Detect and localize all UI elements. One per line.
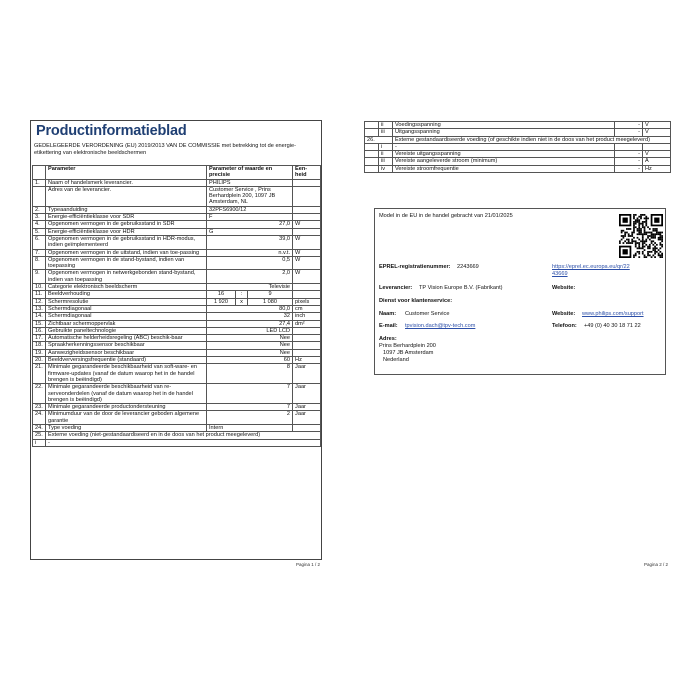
row-parameter: Energie-efficiëntieklasse voor HDR	[46, 228, 207, 235]
ratio-sep: :	[236, 291, 248, 298]
row-value: Televisie	[207, 284, 293, 291]
service-heading: Dienst voor klantenservice:	[379, 298, 453, 304]
table-row	[365, 143, 671, 150]
table-row	[33, 291, 321, 298]
table-row	[33, 305, 321, 312]
row-unit: Hz	[293, 357, 321, 364]
table-row	[33, 364, 321, 384]
row-blank	[365, 158, 379, 165]
table-row	[33, 357, 321, 364]
address-label: Adres:	[379, 336, 397, 342]
row-parameter: Voedingsspanning	[393, 122, 615, 129]
row-number: 5.	[33, 228, 46, 235]
header-parameter: Parameter	[46, 166, 207, 180]
row-parameter: Gebruikte paneltechnologie	[46, 327, 207, 334]
row-unit: V	[643, 129, 671, 136]
row-value: Customer Service , Prins Berhardplein 200, 1097 JB Amsterdam, NL	[207, 186, 293, 206]
row-parameter: Opgenomen vermogen in de stand-bystand, indien van toepassing	[46, 256, 207, 270]
table-row	[33, 439, 321, 446]
row-parameter: Opgenomen vermogen in de uitstand, indien van toe-passing	[46, 249, 207, 256]
row-unit	[293, 186, 321, 206]
row-parameter: Aanwezigheidssensor beschikbaar	[46, 349, 207, 356]
table-row	[33, 284, 321, 291]
row-parameter: Beeldverhouding	[46, 291, 207, 298]
row-parameter: Naam of handelsmerk leverancier.	[46, 179, 207, 186]
row-sub-index: iii	[379, 158, 393, 165]
email-label: E-mail:	[379, 323, 398, 329]
name-value: Customer Service	[405, 311, 450, 317]
power-supply-table	[364, 121, 671, 173]
row-parameter: Schermdiagonaal	[46, 305, 207, 312]
supplier-label: Leverancier:	[379, 285, 413, 291]
table-row	[33, 432, 321, 439]
row-parameter: Minimale gegarandeerde beschikbaarheid van soft-ware- en firmware-updates (vanaf de datum waarop het in de handel brengen is beëindigd)	[46, 364, 207, 384]
row-value: 7	[207, 404, 293, 411]
phone-label: Telefoon:	[552, 323, 577, 329]
row-parameter: Zichtbaar schermoppervlak	[46, 320, 207, 327]
row-number: 12.	[33, 298, 46, 305]
row-value: Nee	[207, 349, 293, 356]
row-parameter: Opgenomen vermogen in netwerkgebonden stand-bystand, indien van toepassing	[46, 270, 207, 284]
table-row	[33, 335, 321, 342]
header-unit: Een-heid	[293, 166, 321, 180]
row-value: 7	[207, 384, 293, 404]
website-label-2: Website:	[552, 311, 576, 317]
row-unit: pixels	[293, 298, 321, 305]
row-value: 8	[207, 364, 293, 384]
table-row	[33, 424, 321, 431]
row-unit	[293, 335, 321, 342]
table-row	[33, 384, 321, 404]
row-parameter: Automatische helderheidsregeling (ABC) beschik-baar	[46, 335, 207, 342]
eprel-label: EPREL-registratienummer:	[379, 264, 451, 270]
row-blank	[365, 151, 379, 158]
eprel-info-box	[374, 208, 666, 375]
row-unit	[643, 143, 671, 150]
row-number: 4.	[33, 221, 46, 228]
row-number: 14.	[33, 313, 46, 320]
row-sub-index: ii	[379, 122, 393, 129]
row-unit: W	[293, 221, 321, 228]
table-row	[33, 327, 321, 334]
row-value: 0,5	[207, 256, 293, 270]
row-blank	[365, 129, 379, 136]
ratio-b: 9	[248, 291, 293, 298]
row-parameter: Type voeding	[46, 424, 207, 431]
row-value: -	[46, 439, 321, 446]
row-unit: W	[293, 235, 321, 249]
row-number: 25.	[33, 432, 46, 439]
row-value: -	[615, 158, 643, 165]
qr-code-icon[interactable]	[619, 214, 663, 258]
page-1	[30, 120, 322, 570]
row-parameter: Spraakherkenningssensor beschikbaar	[46, 342, 207, 349]
row-value: PHILIPS	[207, 179, 293, 186]
row-value: Nee	[207, 342, 293, 349]
table-row	[33, 221, 321, 228]
row-parameter: Opgenomen vermogen in de gebruiksstand in HDR-modus, indien geïmplementeerd	[46, 235, 207, 249]
row-value: 2	[207, 411, 293, 425]
row-unit	[293, 349, 321, 356]
row-parameter: Categorie elektronisch beeldscherm	[46, 284, 207, 291]
row-number: 22.	[33, 384, 46, 404]
row-parameter: Adres van de leverancier.	[46, 186, 207, 206]
row-sub-index: iii	[379, 129, 393, 136]
row-unit: Jaar	[293, 411, 321, 425]
row-unit: W	[293, 256, 321, 270]
phone-value: +49 (0) 40 30 18 71 22	[584, 323, 641, 329]
row-parameter: Energie-efficiëntieklasse voor SDR	[46, 214, 207, 221]
row-unit	[293, 228, 321, 235]
row-parameter: Vereiste uitgangsspanning	[393, 151, 615, 158]
row-unit	[293, 342, 321, 349]
row-sub-index: iv	[379, 165, 393, 172]
row-unit: Jaar	[293, 364, 321, 384]
row-parameter: Typeaanduiding	[46, 206, 207, 213]
row-value: -	[615, 151, 643, 158]
row-number: 8.	[33, 256, 46, 270]
table-row	[33, 228, 321, 235]
row-value: -	[615, 129, 643, 136]
row-parameter: -	[393, 143, 615, 150]
row-parameter: Externe voeding (niet-gestandaardiseerd en in de doos van het product meegeleverd)	[46, 432, 321, 439]
row-parameter: Externe gestandaardiseerde voeding (of geschikte indien niet in de doos van het product meegeleverd)	[393, 136, 671, 143]
row-value: 80,0	[207, 305, 293, 312]
row-unit	[293, 284, 321, 291]
row-number: 24.	[33, 424, 46, 431]
row-number: 17.	[33, 335, 46, 342]
row-unit: V	[643, 122, 671, 129]
table-row	[33, 270, 321, 284]
row-number: 10.	[33, 284, 46, 291]
email-link[interactable]: tpvision.dach@tpv-tech.com	[405, 323, 476, 329]
address-line-3: Nederland	[383, 357, 409, 363]
row-value: 32	[207, 313, 293, 320]
row-unit: W	[293, 270, 321, 284]
table-row	[365, 158, 671, 165]
row-unit	[293, 327, 321, 334]
address-line-1: Prins Berhardplein 200	[379, 343, 436, 349]
row-number	[33, 186, 46, 206]
page-footer: Pagina 1 / 2	[295, 562, 320, 567]
row-value: F	[207, 214, 293, 221]
row-value: n.v.t.	[207, 249, 293, 256]
row-value: G	[207, 228, 293, 235]
row-unit: Hz	[643, 165, 671, 172]
row-number: 9.	[33, 270, 46, 284]
row-unit: A	[643, 158, 671, 165]
page-footer-2: Pagina 2 / 2	[643, 562, 668, 567]
row-unit: W	[293, 249, 321, 256]
table-row	[33, 179, 321, 186]
address-line-2: 1097 JB Amsterdam	[383, 350, 434, 356]
table-row	[33, 411, 321, 425]
row-unit: Jaar	[293, 404, 321, 411]
table-row	[33, 320, 321, 327]
row-value: 60	[207, 357, 293, 364]
ratio-a: 16	[207, 291, 236, 298]
ratio-a: 1 920	[207, 298, 236, 305]
regulation-text: GEDELEGEERDE VERORDENING (EU) 2019/2013 VAN DE COMMISSIE met betrekking tot de energie-etikettering van elektronische beeldschermen	[34, 143, 296, 156]
eprel-number: 2243669	[457, 264, 479, 270]
table-row	[33, 404, 321, 411]
row-blank	[365, 122, 379, 129]
ratio-b: 1 080	[248, 298, 293, 305]
row-parameter: Minimale gegarandeerde productondersteuning	[46, 404, 207, 411]
ratio-sep: x	[236, 298, 248, 305]
row-number: 19.	[33, 349, 46, 356]
row-unit: V	[643, 151, 671, 158]
row-parameter: Uitgangsspanning	[393, 129, 615, 136]
row-number: 6.	[33, 235, 46, 249]
header-num	[33, 166, 46, 180]
header-value: Parameter of waarde en precisie	[207, 166, 293, 180]
row-number: 20.	[33, 357, 46, 364]
row-sub-index: i	[379, 143, 393, 150]
page-2	[364, 120, 670, 570]
row-number: 26.	[365, 136, 393, 143]
row-value	[615, 143, 643, 150]
table-row	[365, 122, 671, 129]
row-value: Intern	[207, 424, 293, 431]
eprel-link[interactable]: https://eprel.ec.europa.eu/qr/22	[552, 264, 630, 270]
page-title: Productinformatieblad	[36, 123, 187, 139]
row-sub-index: i	[33, 439, 46, 446]
table-row	[33, 235, 321, 249]
row-value: 27,0	[207, 221, 293, 228]
table-row	[33, 214, 321, 221]
row-unit	[293, 291, 321, 298]
table-row	[33, 186, 321, 206]
row-number: 3.	[33, 214, 46, 221]
row-unit	[293, 206, 321, 213]
row-value: 32PFS6900/12	[207, 206, 293, 213]
row-number: 7.	[33, 249, 46, 256]
row-blank	[365, 143, 379, 150]
row-unit: Jaar	[293, 384, 321, 404]
row-value: -	[615, 165, 643, 172]
table-row	[33, 298, 321, 305]
row-value: 27,4	[207, 320, 293, 327]
row-number: 16.	[33, 327, 46, 334]
table-row	[365, 165, 671, 172]
eprel-link-cont[interactable]: 43669	[552, 271, 568, 277]
row-number: 15.	[33, 320, 46, 327]
row-blank	[365, 165, 379, 172]
row-number: 1.	[33, 179, 46, 186]
row-number: 2.	[33, 206, 46, 213]
row-value: 39,0	[207, 235, 293, 249]
row-number: 24.	[33, 411, 46, 425]
row-unit	[293, 424, 321, 431]
row-parameter: Schermresolutie	[46, 298, 207, 305]
row-value: Nee	[207, 335, 293, 342]
table-row	[365, 129, 671, 136]
row-unit	[293, 179, 321, 186]
row-number: 18.	[33, 342, 46, 349]
row-parameter: Minimumduur van de door de leverancier geboden algemene garantie	[46, 411, 207, 425]
table-row	[33, 206, 321, 213]
row-unit: inch	[293, 313, 321, 320]
website-link[interactable]: www.philips.com/support	[582, 311, 644, 317]
model-date-text: Model in de EU in de handel gebracht van 21/01/2025	[379, 213, 513, 219]
table-row	[365, 136, 671, 143]
row-number: 13.	[33, 305, 46, 312]
supplier-value: TP Vision Europe B.V. (Fabrikant)	[419, 285, 503, 291]
website-label: Website:	[552, 285, 576, 291]
parameter-table	[32, 165, 321, 447]
table-row	[33, 313, 321, 320]
row-sub-index: ii	[379, 151, 393, 158]
row-unit	[293, 214, 321, 221]
row-number: 11.	[33, 291, 46, 298]
table-row	[33, 256, 321, 270]
row-value: -	[615, 122, 643, 129]
name-label: Naam:	[379, 311, 397, 317]
row-parameter: Beeldverversingsfrequentie (standaard)	[46, 357, 207, 364]
table-row	[33, 249, 321, 256]
table-row	[365, 151, 671, 158]
row-value: 2,0	[207, 270, 293, 284]
row-unit: dm²	[293, 320, 321, 327]
row-unit: cm	[293, 305, 321, 312]
row-number: 21.	[33, 364, 46, 384]
row-parameter: Vereiste stroomfrequentie	[393, 165, 615, 172]
row-parameter: Vereiste aangeleverde stroom (minimum)	[393, 158, 615, 165]
row-parameter: Opgenomen vermogen in de gebruiksstand in SDR	[46, 221, 207, 228]
table-row	[33, 342, 321, 349]
table-row	[33, 349, 321, 356]
row-parameter: Schermdiagonaal	[46, 313, 207, 320]
row-number: 23.	[33, 404, 46, 411]
table-header-row	[33, 166, 321, 180]
row-parameter: Minimale gegarandeerde beschikbaarheid van re-serveonderdelen (vanaf de datum waarop het in de handel brengen is beëindigd)	[46, 384, 207, 404]
row-value: LED LCD	[207, 327, 293, 334]
